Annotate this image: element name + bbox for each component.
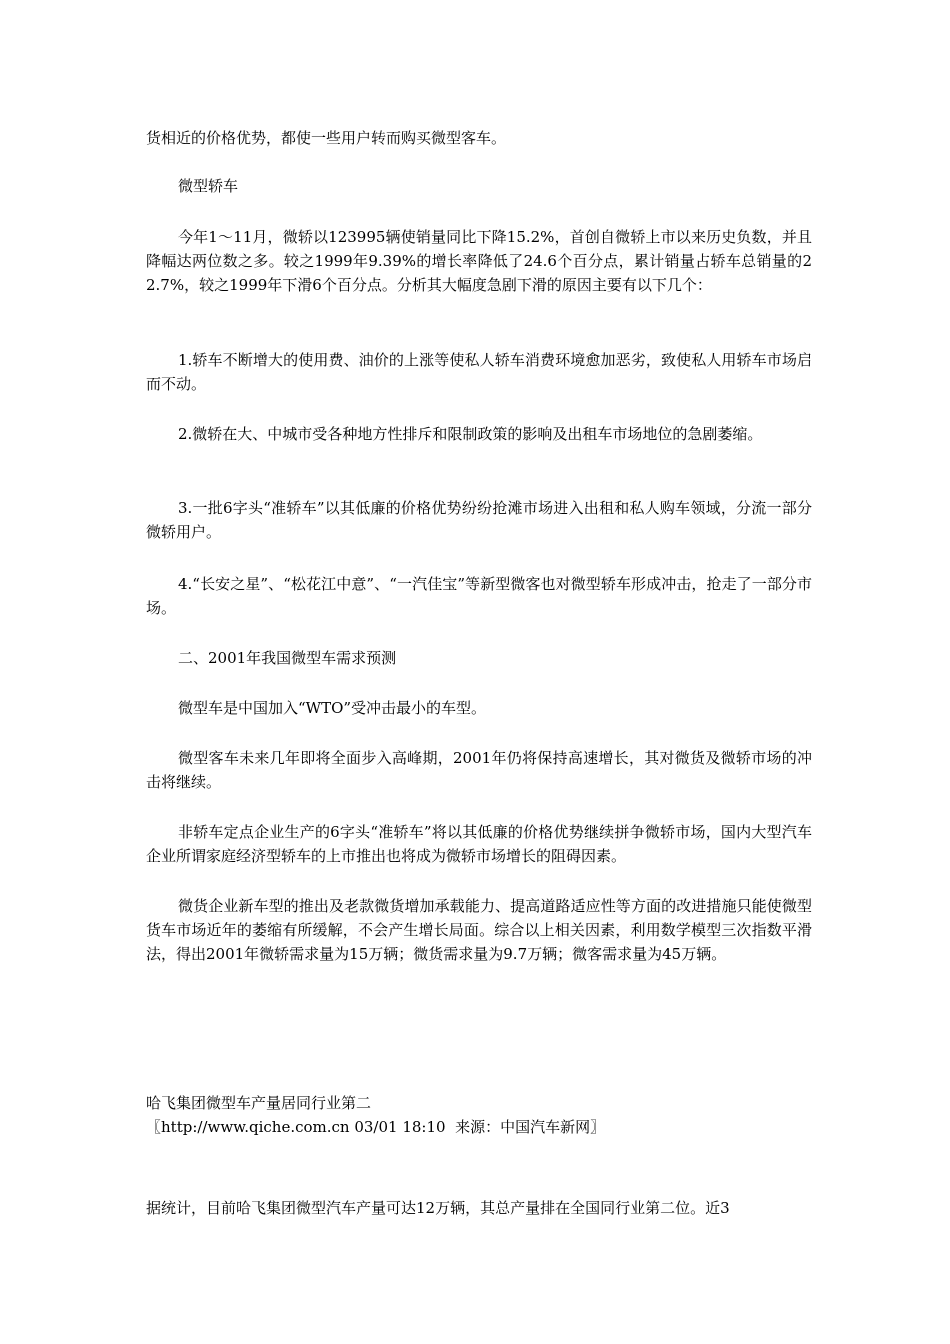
paragraph-forecast-result: 微货企业新车型的推出及老款微货增加承载能力、提高道路适应性等方面的改进措施只能使微型货车市场近年的萎缩有所缓解，不会产生增长局面。综合以上相关因素，利用数学模型三次指数平滑法，得出2001年微轿需求量为15万辆；微货需求量为9.7万辆；微客需求量为45万辆。 <box>146 897 812 963</box>
paragraph-quasi-sedan: 非轿车定点企业生产的6字头“准轿车”将以其低廉的价格优势继续拼争微轿市场，国内大型汽车企业所谓家庭经济型轿车的上市推出也将成为微轿市场增长的阻碍因素。 <box>146 823 812 865</box>
paragraph-mini-sedan-sales: 今年1～11月，微轿以123995辆使销量同比下降15.2%，首创自微轿上市以来历史负数，并且降幅达两位数之多。较之1999年9.39%的增长率降低了24.6个百分点，累计销量占轿车总销量的22.7%，较之1999年下滑6个百分点。分析其大幅度急剧下滑的原因主要有以下几个： <box>146 228 812 294</box>
article-title: 哈飞集团微型车产量居同行业第二 <box>146 1094 372 1112</box>
section-heading-forecast: 二、2001年我国微型车需求预测 <box>178 649 397 667</box>
paragraph-mini-bus-outlook: 微型客车未来几年即将全面步入高峰期，2001年仍将保持高速增长，其对微货及微轿市场的冲击将继续。 <box>146 749 812 791</box>
paragraph-reason-3: 3.一批6字头“准轿车”以其低廉的价格优势纷纷抢滩市场进入出租和私人购车领域，分流一部分微轿用户。 <box>146 499 812 541</box>
article-first-paragraph: 据统计，目前哈飞集团微型汽车产量可达12万辆，其总产量排在全国同行业第二位。近3 <box>146 1199 730 1217</box>
paragraph-reason-4: 4.“长安之星”、“松花江中意”、“一汽佳宝”等新型微客也对微型轿车形成冲击，抢走了一部分市场。 <box>146 575 812 617</box>
article-meta: 〖http://www.qiche.com.cn 03/01 18:10 来源：中国汽车新网〗 <box>146 1118 606 1136</box>
paragraph-continuation: 货相近的价格优势，都使一些用户转而购买微型客车。 <box>146 129 507 147</box>
paragraph-wto: 微型车是中国加入“WTO”受冲击最小的车型。 <box>178 699 487 717</box>
paragraph-reason-2: 2.微轿在大、中城市受各种地方性排斥和限制政策的影响及出租车市场地位的急剧萎缩。 <box>178 425 763 443</box>
paragraph-reason-1: 1.轿车不断增大的使用费、油价的上涨等使私人轿车消费环境愈加恶劣，致使私人用轿车市场启而不动。 <box>146 351 812 393</box>
section-heading-mini-sedan: 微型轿车 <box>178 177 239 195</box>
